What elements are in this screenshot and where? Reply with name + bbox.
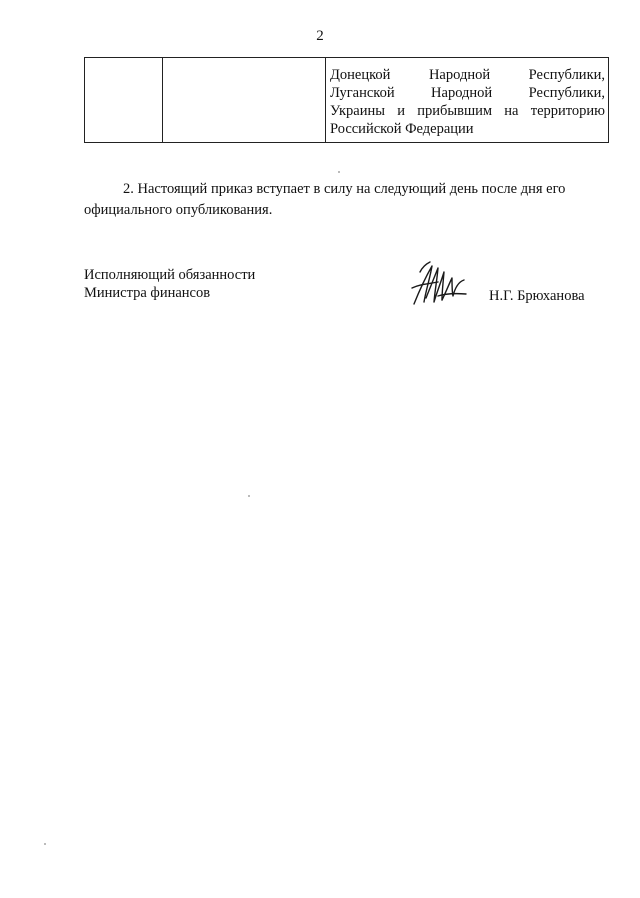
signatory-position-line: Министра финансов xyxy=(84,285,211,301)
scan-speck xyxy=(248,495,250,497)
table-cell-line: Донецкой Народной Республики, xyxy=(330,67,605,83)
handwritten-signature xyxy=(408,258,470,308)
table-cell-line: Луганской Народной Республики, xyxy=(330,85,605,101)
table-cell-line: Российской Федерации xyxy=(330,121,474,137)
scan-speck xyxy=(338,171,340,173)
signatory-position xyxy=(84,266,255,302)
paragraph-line: 2. Настоящий приказ вступает в силу на следующий день после дня его xyxy=(123,181,566,197)
table-cell-description xyxy=(326,58,609,143)
paragraph-line: официального опубликования. xyxy=(84,202,273,218)
continuation-table xyxy=(84,57,609,143)
table-cell-empty-1 xyxy=(85,58,163,143)
page-number: 2 xyxy=(316,28,324,44)
signatory-position-line: Исполняющий обязанности xyxy=(84,267,256,283)
signatory-name: Н.Г. Брюханова xyxy=(489,288,585,304)
scan-speck xyxy=(44,843,46,845)
table-row xyxy=(85,58,609,143)
table-cell-line: Украины и прибывшим на территорию xyxy=(330,103,605,119)
table-cell-empty-2 xyxy=(163,58,326,143)
effective-date-paragraph xyxy=(84,179,611,221)
